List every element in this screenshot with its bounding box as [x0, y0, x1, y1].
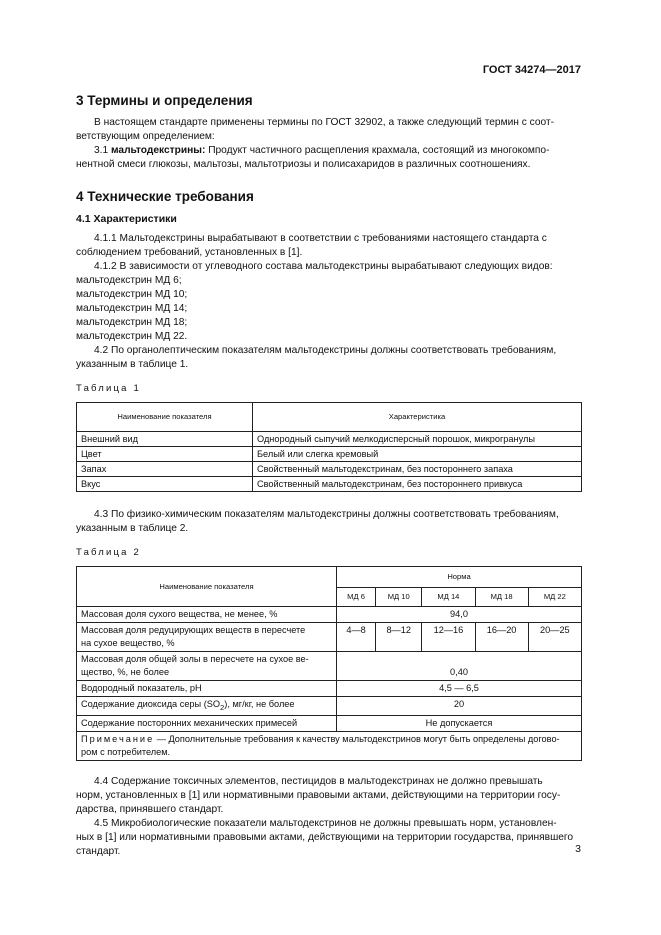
row-ph-name: Водородный показатель, рН — [77, 681, 337, 697]
table-2-header-norm: Норма — [337, 567, 582, 588]
row-reducing-name-line-2: на сухое вещество, % — [81, 638, 175, 648]
row-ph-value: 4,5 — 6,5 — [337, 681, 582, 697]
table-row — [77, 681, 582, 697]
table-row — [77, 623, 582, 652]
clause-4-2-line-2: указанным в таблице 1. — [76, 359, 189, 370]
table-cell: Запах — [77, 462, 253, 477]
row-reducing-value: 20—25 — [528, 623, 581, 652]
kind-item: мальтодекстрин МД 22. — [76, 331, 188, 342]
kind-item: мальтодекстрин МД 14; — [76, 303, 188, 314]
table-note-row — [77, 731, 582, 760]
clause-4-2-line-1: 4.2 По органолептическим показателям мальтодекстрины должны соответствовать требованиям, — [94, 345, 557, 356]
clause-4-4-line-3: дарства, принявшего стандарт. — [76, 803, 224, 815]
kind-item: мальтодекстрин МД 18; — [76, 317, 188, 328]
clause-4-3-line-1: 4.3 По физико-химическим показателям мальтодекстрины должны соответствовать требованиям, — [94, 509, 559, 520]
clause-4-1-1-line-2: соблюдением требований, установленных в [1]. — [76, 247, 303, 258]
clause-4-4 — [76, 775, 582, 817]
table-row — [77, 432, 582, 447]
definition-line-2: нентной смеси глюкозы, мальтозы, мальтотриозы и полисахаридов в различных соотношениях. — [76, 159, 531, 170]
section-3-title: 3 Термины и определения — [76, 93, 253, 108]
page-number: 3 — [575, 843, 581, 855]
row-ash-name — [77, 652, 337, 681]
table-row — [77, 652, 582, 681]
clause-4-4-line-2: норм, установленных в [1] или нормативными правовыми актами, действующими на территории госу- — [76, 789, 561, 801]
table-cell: Внешний вид — [77, 432, 253, 447]
table-2-note — [77, 731, 582, 760]
kind-item: мальтодекстрин МД 6; — [76, 275, 182, 286]
clause-4-1-2: 4.1.2 В зависимости от углеводного состава мальтодекстрины вырабатывают следующих видов: — [94, 261, 553, 272]
section-3-intro — [76, 116, 582, 172]
table-row — [77, 715, 582, 731]
row-mech-name: Содержание посторонних механических примесей — [77, 715, 337, 731]
table-2 — [76, 566, 582, 761]
definition-text-1: Продукт частичного расщепления крахмала, состоящий из многокомпо- — [205, 145, 550, 156]
table-1-header-name: Наименование показателя — [77, 403, 253, 432]
clause-4-5 — [76, 817, 582, 859]
table-cell: Свойственный мальтодекстринам, без постороннего привкуса — [253, 477, 582, 492]
row-ash-name-line-1: Массовая доля общей золы в пересчете на сухое ве- — [81, 654, 309, 664]
grade-header: МД 14 — [422, 588, 475, 607]
grade-header: МД 10 — [376, 588, 422, 607]
row-reducing-value: 8—12 — [376, 623, 422, 652]
table-cell: Свойственный мальтодекстринам, без постороннего запаха — [253, 462, 582, 477]
definition-term: мальтодекстрины: — [111, 145, 206, 156]
document-code: ГОСТ 34274—2017 — [482, 64, 581, 76]
section-4-title: 4 Технические требования — [76, 189, 254, 204]
clauses-4-1 — [76, 232, 582, 372]
grade-header: МД 18 — [475, 588, 528, 607]
intro-line-2: ветствующим определением: — [76, 131, 215, 142]
definition-number: 3.1 — [94, 145, 109, 156]
row-dry-value: 94,0 — [337, 607, 582, 623]
note-text-1: — Дополнительные требования к качеству мальтодекстринов могут быть определены догово- — [154, 733, 560, 744]
table-row — [77, 697, 582, 716]
row-so2-name-sub: 2 — [220, 702, 225, 712]
table-row — [77, 477, 582, 492]
row-ash-value: 0,40 — [337, 652, 582, 681]
row-so2-name — [77, 697, 337, 716]
table-row — [77, 447, 582, 462]
row-ash-name-line-2: щество, %, не более — [81, 667, 170, 677]
clause-4-3-line-2: указанным в таблице 2. — [76, 523, 189, 534]
clause-4-4-line-1: 4.4 Содержание токсичных элементов, пестицидов в мальтодекстринах не должно превышать — [94, 775, 543, 787]
document-body — [76, 92, 582, 859]
grade-header: МД 6 — [337, 588, 376, 607]
note-label: Примечание — [81, 733, 155, 744]
row-reducing-value: 16—20 — [475, 623, 528, 652]
clause-4-1-1-line-1: 4.1.1 Мальтодекстрины вырабатывают в соответствии с требованиями настоящего стандарта с — [94, 233, 547, 244]
table-2-header-name: Наименование показателя — [77, 567, 337, 607]
row-reducing-value: 4—8 — [337, 623, 376, 652]
row-so2-name-post: ), мг/кг, не более — [224, 699, 295, 709]
table-1-header-characteristic: Характеристика — [253, 403, 582, 432]
definition-line-1 — [76, 144, 582, 158]
kind-item: мальтодекстрин МД 10; — [76, 289, 188, 300]
intro-line-1: В настоящем стандарте применены термины по ГОСТ 32902, а также следующий термин с соот- — [94, 117, 555, 128]
note-text-2: ром с потребителем. — [81, 746, 171, 757]
table-cell: Белый или слегка кремовый — [253, 447, 582, 462]
table-1 — [76, 402, 582, 492]
row-mech-value: Не допускается — [337, 715, 582, 731]
row-so2-value: 20 — [337, 697, 582, 716]
table-row — [77, 607, 582, 623]
row-so2-name-pre: Содержание диоксида серы (SO — [81, 699, 221, 709]
table-cell: Цвет — [77, 447, 253, 462]
clause-4-5-line-1: 4.5 Микробиологические показатели мальтодекстринов не должны превышать норм, установлен- — [94, 817, 557, 829]
clause-4-5-line-2: ных в [1] или нормативными правовыми актами, действующими на территории государства, принявшего — [76, 831, 574, 843]
table-row — [77, 462, 582, 477]
row-dry-name: Массовая доля сухого вещества, не менее, % — [77, 607, 337, 623]
row-reducing-name-line-1: Массовая доля редуцирующих веществ в пересчете — [81, 625, 306, 635]
subsection-4-1-title: 4.1 Характеристики — [76, 213, 177, 225]
grade-header: МД 22 — [528, 588, 581, 607]
clause-4-5-line-3: стандарт. — [76, 845, 121, 857]
clause-4-3 — [76, 508, 582, 536]
row-reducing-value: 12—16 — [422, 623, 475, 652]
row-reducing-name — [77, 623, 337, 652]
table-cell: Однородный сыпучий мелкодисперсный порошок, микрогранулы — [253, 432, 582, 447]
table-1-caption: Таблица 1 — [76, 383, 141, 394]
table-cell: Вкус — [77, 477, 253, 492]
table-2-caption: Таблица 2 — [76, 547, 141, 558]
